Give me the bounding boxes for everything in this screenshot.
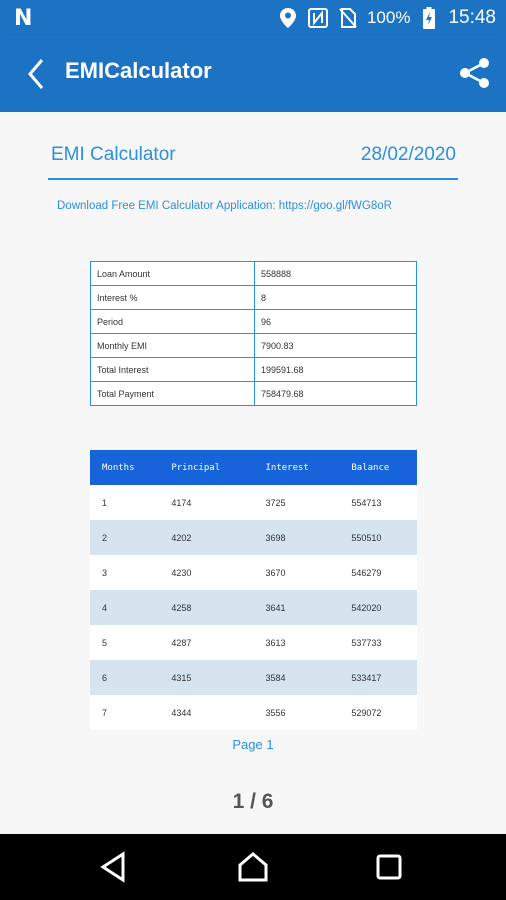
table-cell: 3584 — [253, 660, 339, 695]
app-bar — [0, 36, 506, 112]
table-row — [90, 590, 417, 625]
table-cell: 3613 — [253, 625, 339, 660]
table-cell: 3725 — [253, 485, 339, 520]
back-arrow-icon — [22, 56, 52, 92]
table-cell: 554713 — [339, 485, 417, 520]
nfc-icon — [307, 7, 329, 29]
summary-label: Total Interest — [91, 358, 255, 382]
status-icons — [277, 5, 496, 31]
table-cell: 3670 — [253, 555, 339, 590]
navigation-bar — [0, 834, 506, 900]
table-cell: 3 — [90, 555, 159, 590]
loan-summary-table — [90, 261, 417, 406]
table-cell: 546279 — [339, 555, 417, 590]
table-row — [90, 520, 417, 555]
status-time: 15:48 — [448, 7, 496, 28]
nav-recents-button[interactable] — [372, 850, 406, 884]
schedule-column-header: Balance — [339, 450, 417, 485]
summary-row — [91, 358, 417, 382]
table-cell: 542020 — [339, 590, 417, 625]
table-cell: 533417 — [339, 660, 417, 695]
table-cell: 4202 — [159, 520, 253, 555]
table-cell: 6 — [90, 660, 159, 695]
nav-back-icon — [97, 850, 131, 884]
table-cell: 7 — [90, 695, 159, 730]
table-cell: 2 — [90, 520, 159, 555]
app-title: EMICalculator — [65, 58, 212, 83]
summary-value: 96 — [255, 310, 417, 334]
summary-value: 558888 — [255, 262, 417, 286]
summary-label: Interest % — [91, 286, 255, 310]
page-counter: 1 / 6 — [232, 790, 274, 813]
share-icon — [458, 56, 492, 90]
status-bar — [0, 0, 506, 36]
nav-recents-icon — [372, 850, 406, 884]
nav-back-button[interactable] — [97, 850, 131, 884]
table-cell: 4174 — [159, 485, 253, 520]
table-cell: 4 — [90, 590, 159, 625]
summary-row — [91, 262, 417, 286]
summary-row — [91, 286, 417, 310]
summary-row — [91, 382, 417, 406]
table-row — [90, 695, 417, 730]
n-notification-icon: N — [14, 6, 33, 31]
schedule-column-header: Principal — [159, 450, 253, 485]
table-row — [90, 485, 417, 520]
page-label: Page 1 — [232, 737, 274, 752]
pdf-page[interactable] — [0, 112, 506, 834]
summary-value: 758479.68 — [255, 382, 417, 406]
table-row — [90, 625, 417, 660]
summary-label: Total Payment — [91, 382, 255, 406]
table-cell: 4230 — [159, 555, 253, 590]
table-cell: 3641 — [253, 590, 339, 625]
document-title: EMI Calculator — [51, 144, 176, 165]
nav-home-button[interactable] — [236, 850, 270, 884]
table-cell: 5 — [90, 625, 159, 660]
summary-label: Monthly EMI — [91, 334, 255, 358]
no-sim-icon — [337, 7, 359, 29]
summary-label: Loan Amount — [91, 262, 255, 286]
table-cell: 3556 — [253, 695, 339, 730]
nav-home-icon — [236, 850, 270, 884]
table-row — [90, 555, 417, 590]
table-cell: 4315 — [159, 660, 253, 695]
table-cell: 550510 — [339, 520, 417, 555]
share-button[interactable] — [458, 56, 492, 90]
summary-value: 199591.68 — [255, 358, 417, 382]
battery-percent: 100% — [366, 8, 411, 27]
summary-value: 7900.83 — [255, 334, 417, 358]
emi-schedule-table — [90, 450, 417, 730]
table-row — [90, 660, 417, 695]
title-divider — [48, 178, 458, 180]
table-cell: 529072 — [339, 695, 417, 730]
schedule-column-header: Interest — [253, 450, 339, 485]
summary-label: Period — [91, 310, 255, 334]
table-cell: 4344 — [159, 695, 253, 730]
table-cell: 3698 — [253, 520, 339, 555]
download-link[interactable]: Download Free EMI Calculator Application: https://goo.gl/fWG8oR — [57, 200, 392, 212]
table-cell: 4287 — [159, 625, 253, 660]
location-icon — [277, 7, 299, 29]
summary-row — [91, 334, 417, 358]
summary-value: 8 — [255, 286, 417, 310]
summary-row — [91, 310, 417, 334]
table-cell: 537733 — [339, 625, 417, 660]
back-button[interactable] — [22, 56, 52, 92]
document-date: 28/02/2020 — [360, 144, 456, 165]
table-cell: 1 — [90, 485, 159, 520]
table-cell: 4258 — [159, 590, 253, 625]
battery-charging-icon — [418, 7, 440, 29]
schedule-column-header: Months — [90, 450, 159, 485]
